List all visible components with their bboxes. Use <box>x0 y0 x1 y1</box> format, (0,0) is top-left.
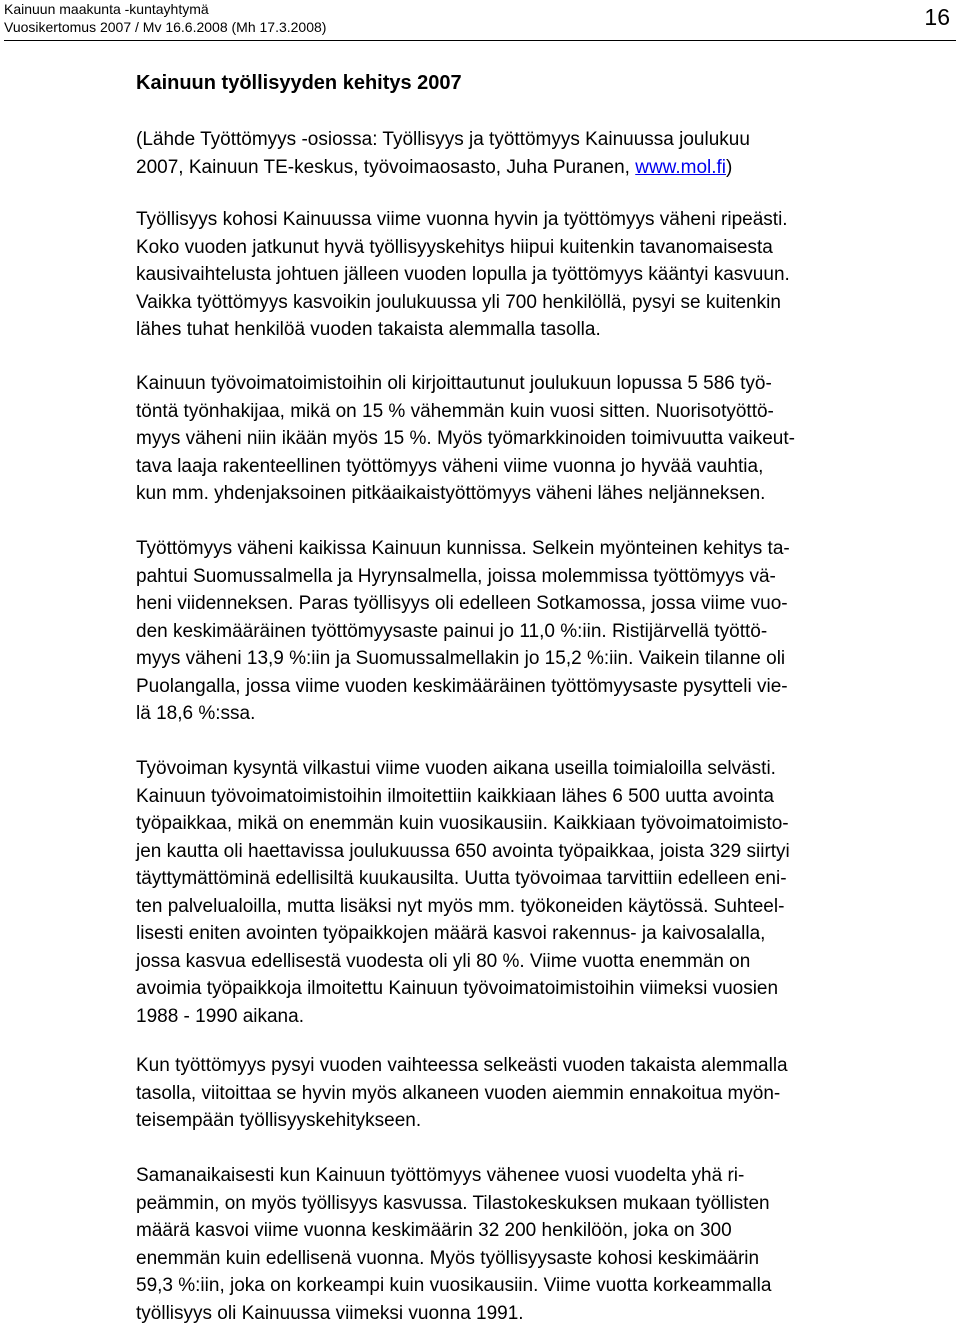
body-paragraph <box>136 1052 952 1135</box>
source-text: 2007, Kainuun TE-keskus, työvoimaosasto, Juha Puranen, <box>136 156 636 178</box>
paragraph-line: kun mm. yhdenjaksoinen pitkäaikaistyöttömyys väheni lähes neljänneksen. <box>136 483 766 504</box>
source-note <box>136 126 952 181</box>
paragraph-line: 1988 - 1990 aikana. <box>136 1005 304 1027</box>
paragraph-line: myys väheni 13,9 %:iin ja Suomussalmellakin jo 15,2 %:iin. Vaikein tilanne oli <box>136 648 786 669</box>
paragraph-line: töntä työnhakijaa, mikä on 15 % vähemmän kuin vuosi sitten. Nuorisotyöttö- <box>136 400 774 422</box>
body-paragraph <box>136 755 952 1030</box>
paragraph-line: den keskimääräinen työttömyysaste painui jo 11,0 %:iin. Ristijärvellä työttö- <box>136 620 768 642</box>
paragraph-line: lä 18,6 %:ssa. <box>136 703 256 724</box>
paragraph-line: Puolangalla, jossa viime vuoden keskimääräinen työttömyysaste pysytteli vie- <box>136 675 788 697</box>
body-paragraph <box>136 1162 952 1327</box>
paragraph-line: tasolla, viitoittaa se hyvin myös alkaneen vuoden aiemmin ennakoitua myön- <box>136 1082 781 1104</box>
paragraph-line: Työttömyys väheni kaikissa Kainuun kunnissa. Selkein myönteinen kehitys ta- <box>136 538 790 559</box>
paragraph-line: Työvoiman kysyntä vilkastui viime vuoden aikana useilla toimialoilla selvästi. <box>136 758 776 779</box>
page-number: 16 <box>924 4 950 30</box>
paragraph-line: Samanaikaisesti kun Kainuun työttömyys vähenee vuosi vuodelta yhä ri- <box>136 1165 745 1186</box>
body-paragraph <box>136 370 952 508</box>
paragraph-line: jen kautta oli haettavissa joulukuussa 650 avointa työpaikkaa, joista 329 siirtyi <box>136 840 790 862</box>
source-link[interactable]: www.mol.fi <box>635 156 727 178</box>
paragraph-line: enemmän kuin edellisenä vuonna. Myös työllisyysaste kohosi keskimäärin <box>136 1247 760 1269</box>
paragraph-line: Kainuun työvoimatoimistoihin oli kirjoittautunut joulukuun lopussa 5 586 työ- <box>136 373 772 394</box>
paragraph-line: määrä kasvoi viime vuonna keskimäärin 32 200 henkilöön, joka on 300 <box>136 1220 732 1241</box>
paragraph-line: Koko vuoden jatkunut hyvä työllisyyskehitys hiipui kuitenkin tavanomaisesta <box>136 236 773 258</box>
paragraph-line: teisempään työllisyyskehitykseen. <box>136 1110 422 1131</box>
source-line-1: (Lähde Työttömyys -osiossa: Työllisyys ja työttömyys Kainuussa joulukuu <box>136 129 750 150</box>
paragraph-line: jossa kasvua edellisestä vuodesta oli yli 80 %. Viime vuotta enemmän on <box>136 950 751 972</box>
page-header <box>4 0 956 41</box>
paragraph-line: Vaikka työttömyys kasvoikin joulukuussa yli 700 henkilöllä, pysyi se kuitenkin <box>136 291 781 313</box>
paragraph-line: heni viidenneksen. Paras työllisyys oli edelleen Sotkamossa, jossa viime vuo- <box>136 593 788 614</box>
paragraph-line: Työllisyys kohosi Kainuussa viime vuonna hyvin ja työttömyys väheni ripeästi. <box>136 209 788 230</box>
paragraph-line: täyttymättöminä edellisiltä kuukausilta. Uutta työvoimaa tarvittiin edelleen eni- <box>136 868 787 889</box>
paragraph-line: lisesti eniten avointen työpaikkojen määrä kasvoi rakennus- ja kaivosalalla, <box>136 923 766 944</box>
section-title: Kainuun työllisyyden kehitys 2007 <box>136 72 462 94</box>
source-close-paren: ) <box>726 156 733 178</box>
paragraph-line: lähes tuhat henkilöä vuoden takaista alemmalla tasolla. <box>136 319 601 340</box>
paragraph-line: 59,3 %:iin, joka on korkeampi kuin vuosikausiin. Viime vuotta korkeammalla <box>136 1275 772 1296</box>
paragraph-line: avoimia työpaikkoja ilmoitettu Kainuun työvoimatoimistoihin viimeksi vuosien <box>136 978 779 999</box>
paragraph-line: pahtui Suomussalmella ja Hyrynsalmella, joissa molemmissa työttömyys vä- <box>136 565 776 587</box>
paragraph-line: myys väheni niin ikään myös 15 %. Myös työmarkkinoiden toimivuutta vaikeut- <box>136 428 795 449</box>
paragraph-line: Kun työttömyys pysyi vuoden vaihteessa selkeästi vuoden takaista alemmalla <box>136 1055 788 1076</box>
header-organization: Kainuun maakunta -kuntayhtymä <box>4 1 209 17</box>
header-report-info: Vuosikertomus 2007 / Mv 16.6.2008 (Mh 17.3.2008) <box>4 19 327 35</box>
paragraph-line: kausivaihtelusta johtuen jälleen vuoden lopulla ja työttömyys kääntyi kasvuun. <box>136 264 790 285</box>
paragraph-line: peämmin, on myös työllisyys kasvussa. Tilastokeskuksen mukaan työllisten <box>136 1192 770 1214</box>
source-line-2 <box>136 154 952 182</box>
body-paragraph <box>136 206 952 344</box>
body-paragraph <box>136 535 952 728</box>
paragraph-line: tava laaja rakenteellinen työttömyys väheni viime vuonna jo hyvää vauhtia, <box>136 455 764 477</box>
paragraph-line: ten palvelualoilla, mutta lisäksi nyt myös mm. työkoneiden käytössä. Suhteel- <box>136 895 785 917</box>
paragraph-line: työllisyys oli Kainuussa viimeksi vuonna 1991. <box>136 1302 524 1324</box>
paragraph-line: työpaikkaa, mikä on enemmän kuin vuosikausiin. Kaikkiaan työvoimatoimisto- <box>136 813 789 834</box>
paragraph-line: Kainuun työvoimatoimistoihin ilmoitettiin kaikkiaan lähes 6 500 uutta avointa <box>136 785 774 807</box>
